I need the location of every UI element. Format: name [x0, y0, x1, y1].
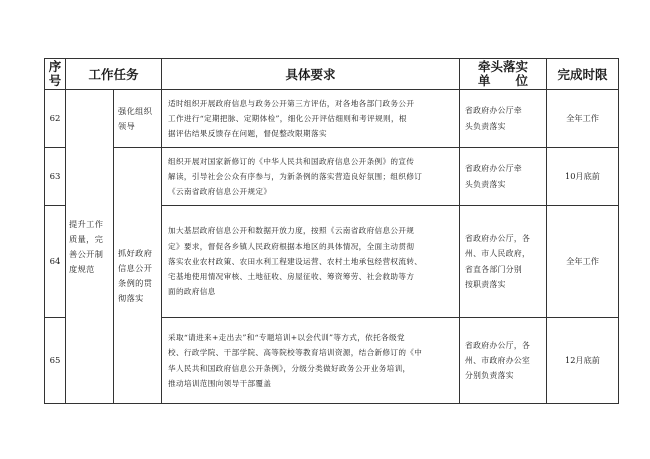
row-number: 62: [45, 90, 66, 148]
deadline-cell: 全年工作: [547, 206, 619, 318]
header-seq: 序 号: [45, 59, 66, 90]
table-header-row: [45, 59, 619, 90]
row-number: 63: [45, 148, 66, 206]
deadline-cell: 全年工作: [547, 90, 619, 148]
subtask-cell: 抓好政府 信息公开 条例的贯 彻落实: [114, 148, 162, 404]
table-row: [45, 148, 619, 206]
row-number: 65: [45, 318, 66, 404]
table-row: [45, 90, 619, 148]
unit-cell: 省政府办公厅，各 州、市人民政府， 省直各部门分别 按职责落实: [460, 206, 547, 318]
requirement-cell: 采取“请进来+走出去”和“专题培训+以会代训”等方式，依托各级党 校、行政学院、干部学院、高等院校等教育培训资源，结合新修订的《中 华人民共和国政府信息公开条例》，分级分类做好政务公开业务培训， 推动培训范围向领导干部覆盖: [162, 318, 460, 404]
category-cell: 提升工作 质量，完 善公开制 度规范: [66, 90, 114, 404]
deadline-cell: 10月底前: [547, 148, 619, 206]
unit-cell: 省政府办公厅牵 头负责落实: [460, 148, 547, 206]
unit-cell: 省政府办公厅牵 头负责落实: [460, 90, 547, 148]
requirement-cell: 适时组织开展政府信息与政务公开第三方评估，对各地各部门政务公开 工作进行“定期把脉、定期体检”，细化公开评估细则和考评规则，根 据评估结果反馈存在问题，督促整改限期落实: [162, 90, 460, 148]
header-requirements: 具体要求: [162, 59, 460, 90]
header-deadline: 完成时限: [547, 59, 619, 90]
row-number: 64: [45, 206, 66, 318]
header-unit: 牵头落实 单 位: [460, 59, 547, 90]
requirement-cell: 加大基层政府信息公开和数据开放力度，按照《云南省政府信息公开规 定》要求，督促各乡镇人民政府根据本地区的具体情况，全面主动贯彻 落实农业农村政策、农田水利工程建设运营、农村土地承包经营权流转、 宅基地使用情况审核、土地征收、房屋征收、筹资筹劳、社会救助等方 面的政府信息: [162, 206, 460, 318]
work-task-table: [44, 58, 619, 404]
subtask-cell: 强化组织 领导: [114, 90, 162, 148]
deadline-cell: 12月底前: [547, 318, 619, 404]
requirement-cell: 组织开展对国家新修订的《中华人民共和国政府信息公开条例》的宣传 解读，引导社会公众有序参与，为新条例的落实营造良好氛围；组织修订 《云南省政府信息公开规定》: [162, 148, 460, 206]
unit-cell: 省政府办公厅，各 州、市政府办公室 分别负责落实: [460, 318, 547, 404]
header-task: 工作任务: [66, 59, 162, 90]
